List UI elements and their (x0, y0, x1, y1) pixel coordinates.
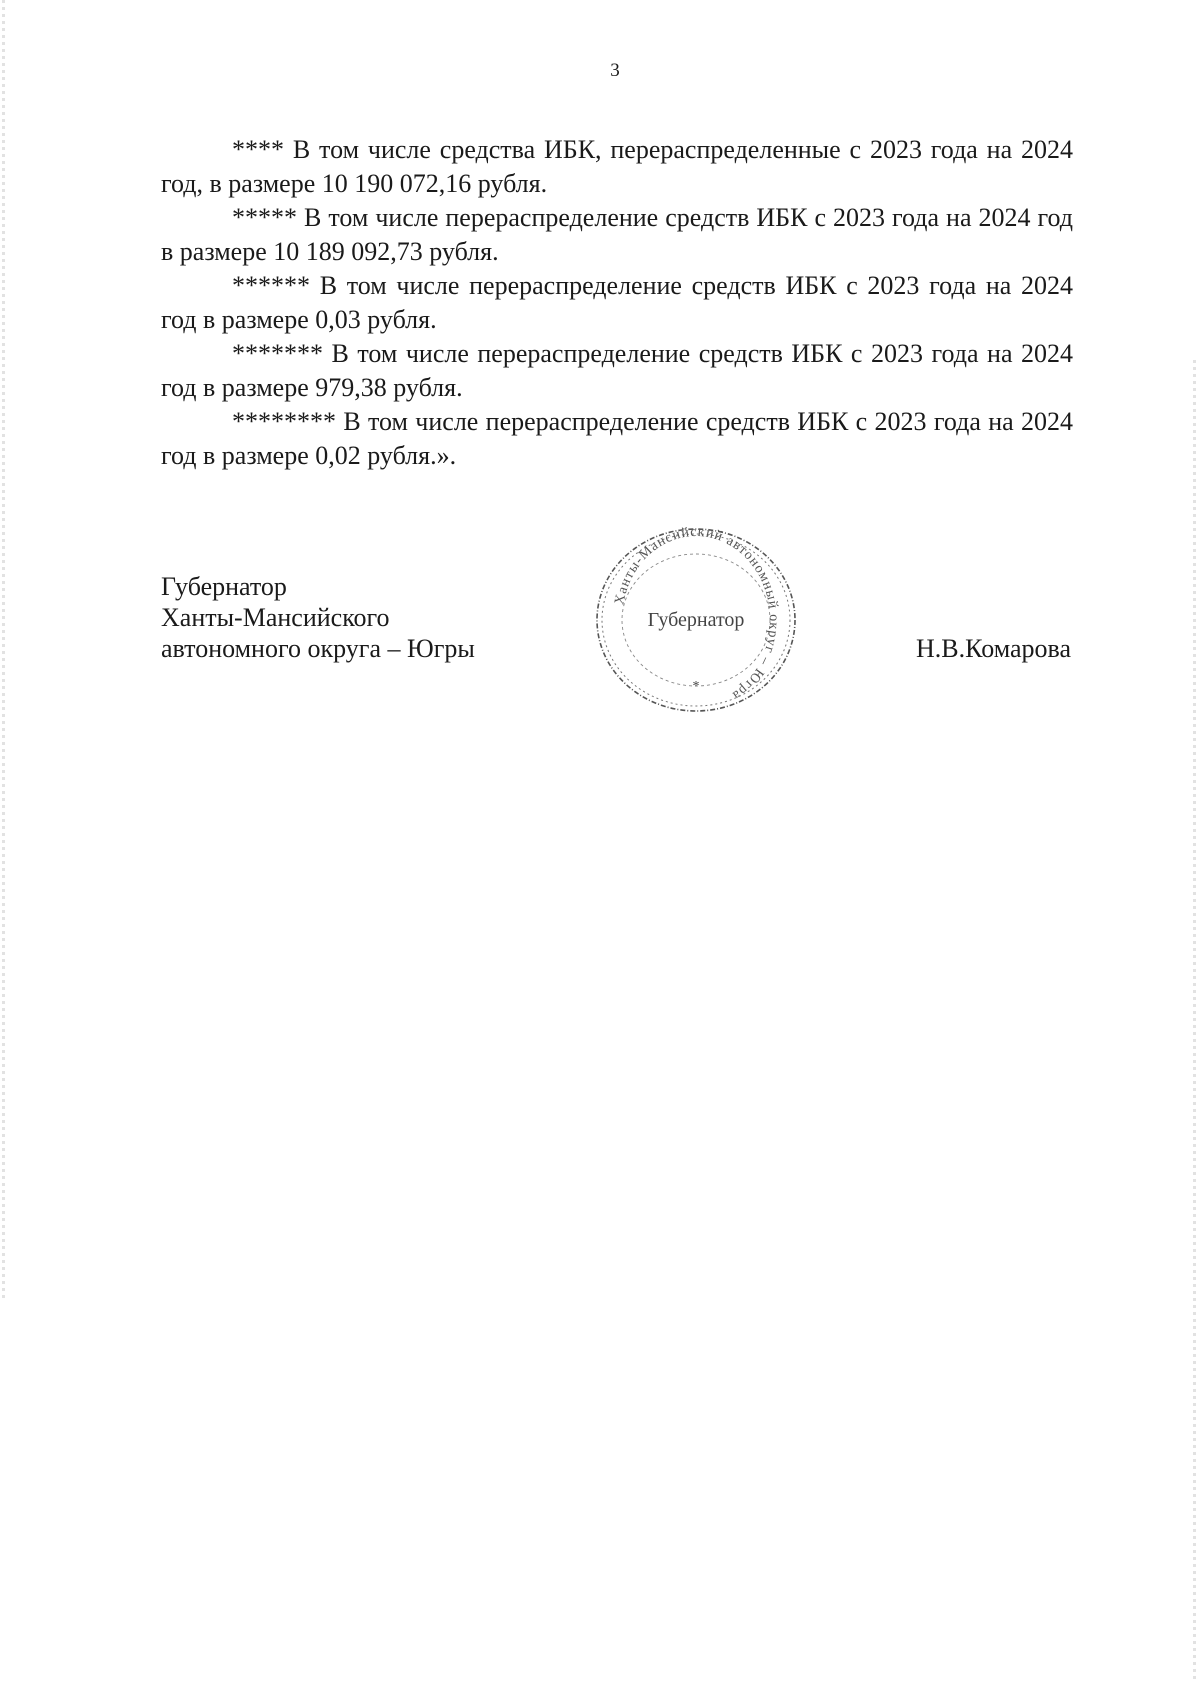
seal-graphic (580, 522, 812, 718)
scan-edge-right (1193, 360, 1196, 1680)
footnote-5-stars: ***** В том числе перераспределение средств ИБК с 2023 года на 2024 год в размере 10 189 092,73 рубля. (161, 203, 1073, 266)
footnotes-section (161, 133, 1073, 473)
footnote-4-stars: **** В том числе средства ИБК, перераспределенные с 2023 года на 2024 год, в размере 10 190 072,16 рубля. (161, 135, 1073, 198)
seal-center-text: Губернатор (647, 609, 745, 631)
signatory-position (161, 571, 475, 664)
seal-star: * (692, 679, 700, 694)
seal-ring-text: Ханты-Мансийский автономный округ – Югра (612, 524, 782, 704)
footnote-6-stars: ****** В том числе перераспределение средств ИБК с 2023 года на 2024 год в размере 0,03 рубля. (161, 271, 1073, 334)
position-line-1: Губернатор (161, 572, 287, 601)
footnote-8-stars: ******** В том числе перераспределение средств ИБК с 2023 года на 2024 год в размере 0,02 рубля.». (161, 407, 1073, 470)
footnote-7-stars: ******* В том числе перераспределение средств ИБК с 2023 года на 2024 год в размере 979,38 рубля. (161, 339, 1073, 402)
position-line-3: автономного округа – Югры (161, 634, 475, 663)
position-line-2: Ханты-Мансийского (161, 603, 390, 632)
page-number: 3 (610, 60, 620, 81)
signer-name: Н.В.Комарова (916, 634, 1071, 663)
scan-edge-left (2, 0, 5, 1300)
official-seal (580, 522, 812, 718)
